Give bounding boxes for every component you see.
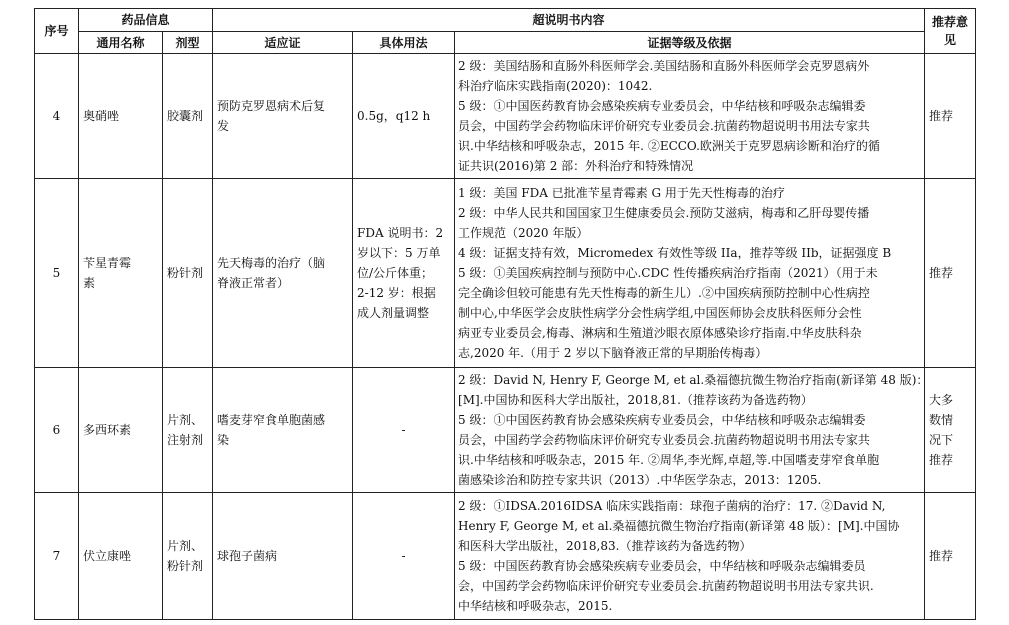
recommend-line: 数情 (929, 413, 954, 427)
recommend-cell (925, 368, 976, 493)
indication-line: 脊液正常者） (217, 276, 290, 290)
table-row (35, 493, 976, 620)
recommend-line: 推荐 (929, 266, 954, 280)
row-no: 6 (35, 368, 79, 493)
generic-name-line: 素 (83, 276, 96, 290)
evidence-line: 菌感染诊治和防控专家共识（2013）.中华医学杂志，2013：1205. (458, 473, 822, 487)
evidence-line: 和医科大学出版社，2018,83.（推荐该药为备选药物） (458, 539, 752, 553)
indication-line: 预防克罗恩病术后复 (217, 99, 326, 113)
usage-line: 成人剂量调整 (357, 306, 430, 320)
generic-name-cell (79, 368, 163, 493)
evidence-line: 5 级：①美国疾病控制与预防中心.CDC 性传播疾病治疗指南（2021）（用于未 (458, 266, 878, 280)
evidence-line: 5 级：①中国医药教育协会感染疾病专业委员会，中华结核和呼吸杂志编辑委 (458, 413, 866, 427)
header-usage: 具体用法 (353, 32, 455, 54)
row-no: 4 (35, 54, 79, 179)
header-drug-info: 药品信息 (79, 9, 213, 32)
recommend-cell (925, 493, 976, 620)
dosage-form-line: 粉针剂 (167, 266, 204, 280)
header-off-label: 超说明书内容 (213, 9, 925, 32)
dosage-form-line: 胶囊剂 (167, 109, 204, 123)
usage-line: 岁以下：5 万单 (357, 246, 441, 260)
header-evidence: 证据等级及依据 (455, 32, 925, 54)
dosage-form-line: 注射剂 (167, 433, 204, 447)
evidence-line: 制中心,中华医学会皮肤性病学分会性病学组,中国医师协会皮肤科医师分会性 (458, 306, 862, 320)
usage-line: 位/公斤体重； (357, 266, 434, 280)
generic-name-line: 伏立康唑 (83, 549, 132, 563)
evidence-line: 2 级：David N, Henry F, George M, et al.桑福德抗微生物治疗指南(新译第 48 版)： (458, 373, 929, 387)
indication-cell (213, 54, 353, 179)
header-indication: 适应证 (213, 32, 353, 54)
recommend-line: 推荐 (929, 109, 954, 123)
table-row (35, 179, 976, 368)
indication-cell (213, 368, 353, 493)
generic-name-line: 多西环素 (83, 423, 132, 437)
indication-line: 嗜麦芽窄食单胞菌感 (217, 413, 326, 427)
indication-cell (213, 493, 353, 620)
indication-line: 先天梅毒的治疗（脑 (217, 256, 326, 270)
evidence-line: 志,2020 年.（用于 2 岁以下脑脊液正常的早期胎传梅毒） (458, 346, 768, 360)
dosage-form-line: 片剂、 (167, 539, 204, 553)
dosage-form-cell (163, 368, 213, 493)
off-label-drug-table (34, 8, 976, 620)
dosage-form-cell (163, 54, 213, 179)
recommend-line: 推荐 (929, 549, 954, 563)
evidence-line: 会，中国药学会药物临床评价研究专业委员会.抗菌药物超说明书用法专家共识. (458, 579, 874, 593)
evidence-line: 识.中华结核和呼吸杂志，2015 年. ②周华,李光辉,卓超,等.中国嗜麦芽窄食单胞 (458, 453, 880, 467)
evidence-line: 2 级：中华人民共和国国家卫生健康委员会.预防艾滋病，梅毒和乙肝母婴传播 (458, 206, 870, 220)
generic-name-line: 苄星青霉 (83, 256, 132, 270)
usage-cell (353, 54, 455, 179)
header-recommend: 推荐意见 (925, 9, 976, 54)
indication-line: 球孢子菌病 (217, 549, 278, 563)
evidence-line: 中华结核和呼吸杂志，2015. (458, 599, 613, 613)
evidence-line: 员会，中国药学会药物临床评价研究专业委员会.抗菌药物超说明书用法专家共 (458, 119, 870, 133)
recommend-cell (925, 54, 976, 179)
generic-name-cell (79, 493, 163, 620)
table-row (35, 368, 976, 493)
generic-name-cell (79, 179, 163, 368)
header-dosage-form: 剂型 (163, 32, 213, 54)
evidence-line: 5 级：中国医药教育协会感染疾病专业委员会，中华结核和呼吸杂志编辑委员 (458, 559, 866, 573)
evidence-line: 4 级：证据支持有效，Micromedex 有效性等级 IIa，推荐等级 IIb，证据强度 B (458, 246, 892, 260)
evidence-line: 病亚专业委员会,梅毒、淋病和生殖道沙眼衣原体感染诊疗指南.中华皮肤科杂 (458, 326, 862, 340)
evidence-line: 2 级：①IDSA.2016IDSA 临床实践指南：球孢子菌病的治疗：17. ②David N, (458, 499, 886, 513)
dosage-form-cell (163, 179, 213, 368)
recommend-line: 大多 (929, 393, 954, 407)
indication-cell (213, 179, 353, 368)
usage-line: FDA 说明书：2 (357, 226, 444, 240)
evidence-line: 证共识(2016)第 2 部：外科治疗和特殊情况 (458, 159, 694, 173)
evidence-line: Henry F, George M, et al.桑福德抗微生物治疗指南(新译第 48 版）：[M].中国协 (458, 519, 900, 533)
evidence-line: 5 级：①中国医药教育协会感染疾病专业委员会，中华结核和呼吸杂志编辑委 (458, 99, 866, 113)
table-row (35, 54, 976, 179)
recommend-line: 推荐 (929, 453, 954, 467)
usage-line: 2-12 岁：根据 (357, 286, 436, 300)
evidence-cell (455, 368, 929, 493)
generic-name-cell (79, 54, 163, 179)
indication-line: 染 (217, 433, 230, 447)
dosage-form-cell (163, 493, 213, 620)
evidence-line: 员会，中国药学会药物临床评价研究专业委员会.抗菌药物超说明书用法专家共 (458, 433, 870, 447)
evidence-line: 工作规范（2020 年版） (458, 226, 589, 240)
evidence-cell (455, 54, 925, 179)
usage-cell (353, 179, 455, 368)
usage-line: 0.5g，q12 h (357, 109, 431, 123)
evidence-line: [M].中国协和医科大学出版社，2018,81.（推荐该药为备选药物） (458, 393, 813, 407)
evidence-line: 完全确诊但较可能患有先天性梅毒的新生儿）.②中国疾病预防控制中心性病控 (458, 286, 870, 300)
recommend-cell (925, 179, 976, 368)
row-no: 5 (35, 179, 79, 368)
row-no: 7 (35, 493, 79, 620)
evidence-line: 1 级：美国 FDA 已批准苄星青霉素 G 用于先天性梅毒的治疗 (458, 186, 785, 200)
evidence-line: 2 级：美国结肠和直肠外科医师学会.美国结肠和直肠外科医师学会克罗恩病外 (458, 59, 870, 73)
generic-name-line: 奥硝唑 (83, 109, 120, 123)
usage-cell: - (353, 493, 455, 620)
header-no: 序号 (35, 9, 79, 54)
indication-line: 发 (217, 119, 230, 133)
usage-cell: - (353, 368, 455, 493)
recommend-line: 况下 (929, 433, 954, 447)
evidence-line: 科治疗临床实践指南(2020)：1042. (458, 79, 653, 93)
dosage-form-line: 片剂、 (167, 413, 204, 427)
dosage-form-line: 粉针剂 (167, 559, 204, 573)
evidence-line: 识.中华结核和呼吸杂志，2015 年. ②ECCO.欧洲关于克罗恩病诊断和治疗的循 (458, 139, 880, 153)
header-generic-name: 通用名称 (79, 32, 163, 54)
evidence-cell (455, 493, 925, 620)
evidence-cell (455, 179, 925, 368)
